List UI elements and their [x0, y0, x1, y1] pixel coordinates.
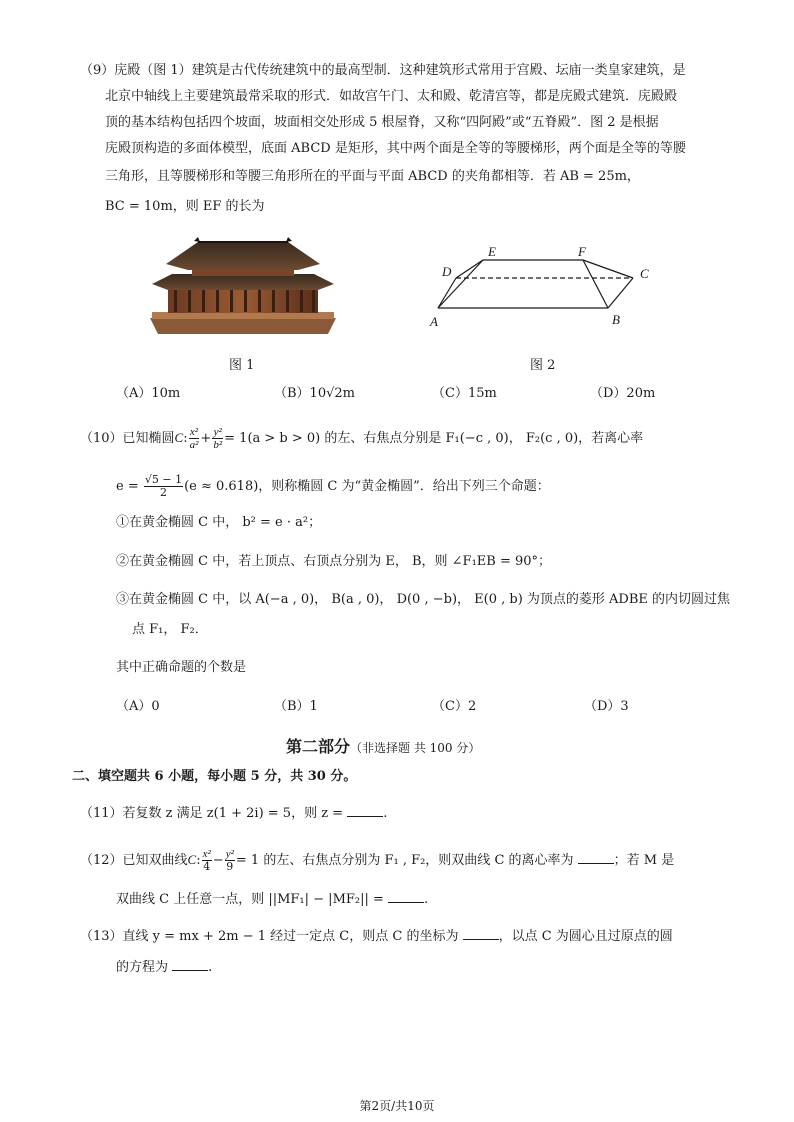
q12-line-2 — [116, 890, 428, 909]
q10-intro: （10）已知椭圆 — [80, 431, 175, 446]
q13-line-1 — [80, 927, 673, 946]
vertex-f-label: F — [578, 244, 586, 259]
q12-line-1: （12）已知双曲线C: $\frac{\text{x²}}{4}$ − $\frac{\text{y²}}{9}$ = 1 的左、右焦点分别为 F₁ , F₂，则双曲线 C 的离心率为 ；若 M 是 — [80, 848, 675, 873]
q13-point-blank[interactable] — [463, 927, 499, 940]
q10-line-2: e = $\frac{√5 - 1}{2}$ (e ≈ 0.618)，则称椭圆 C 为“黄金椭圆”．给出下列三个命题： — [116, 473, 550, 499]
q13-line-2 — [116, 958, 212, 977]
q10-question: 其中正确命题的个数是 — [116, 660, 247, 675]
q13-equation-blank[interactable] — [172, 958, 208, 971]
fig2-caption: 图 2 — [530, 358, 556, 373]
q10-item-3b: 点 F₁， F₂． — [132, 622, 208, 637]
q9-option-b: （B）10√2m — [274, 386, 355, 401]
q10-e-label: e = — [116, 479, 139, 494]
q9-line-2: 北京中轴线上主要建筑最常采取的形式．如故宫午门、太和殿、乾清宫等，都是庑殿式建筑．庑殿殿 — [105, 89, 678, 104]
q10-option-d: （D）3 — [584, 699, 629, 714]
vertex-e-label: E — [488, 244, 496, 259]
q12-distance-blank[interactable] — [388, 890, 424, 903]
q12-intro: （12）已知双曲线 — [80, 853, 188, 868]
q12-eccentricity-blank[interactable] — [578, 851, 614, 864]
q12-text-2: ；若 M 是 — [613, 853, 675, 868]
vertex-a-label: A — [430, 314, 438, 329]
q11-period: . — [383, 806, 388, 821]
q10-item-3a: ③在黄金椭圆 C 中，以 A(−a , 0)， B(a , 0)， D(0 , −b)， E(0 , b) 为顶点的菱形 ADBE 的内切圆过焦 — [116, 592, 731, 607]
q10-option-a: （A）0 — [116, 699, 160, 714]
q11-line — [80, 804, 387, 823]
q9-line-4: 庑殿顶构造的多面体模型，底面 ABCD 是矩形，其中两个面是全等的等腰梯形，两个面是全等的等腰 — [105, 141, 686, 156]
page-footer: 第2页/共10页 — [359, 1099, 435, 1113]
part-two-heading: 第二部分 — [286, 737, 351, 756]
q12-line2-text: 双曲线 C 上任意一点，则 ||MF₁| − |MF₂|| = — [116, 892, 384, 907]
q12-text: = 1 的左、右焦点分别为 F₁ , F₂，则双曲线 C 的离心率为 — [235, 853, 574, 868]
q10-definition: (e ≈ 0.618)，则称椭圆 C 为“黄金椭圆”．给出下列三个命题： — [184, 479, 550, 494]
q9-option-c: （C）15m — [432, 386, 497, 401]
polyhedron-figure — [428, 240, 658, 340]
q9-line-5: 三角形，且等腰梯形和等腰三角形所在的平面与平面 ABCD 的夹角都相等．若 AB = 25m， — [105, 169, 640, 184]
part-two-subtitle: （非选择题 共 100 分） — [350, 741, 481, 755]
q13-period: . — [208, 960, 213, 975]
temple-illustration — [148, 236, 338, 336]
q9-option-a: （A）10m — [116, 386, 181, 401]
q9-option-d: （D）20m — [590, 386, 656, 401]
q10-option-b: （B）1 — [274, 699, 318, 714]
vertex-b-label: B — [612, 312, 620, 327]
section-two-heading: 二、填空题共 6 小题，每小题 5 分，共 30 分。 — [72, 769, 357, 784]
q10-item-1: ①在黄金椭圆 C 中， b² = e · a²； — [116, 515, 322, 530]
q12-period: . — [424, 892, 429, 907]
vertex-c-label: C — [640, 266, 649, 281]
q9-line-1: （9）庑殿（图 1）建筑是古代传统建筑中的最高型制．这种建筑形式常用于宫殿、坛庙一类皇家建筑，是 — [80, 63, 686, 78]
q10-line-1: （10）已知椭圆C: $\frac{\text{x²}}{\text{a²}}$ + $\frac{\text{y²}}{\text{b²}}$ = 1(a > b > 0) 的左、右焦点分别是 F₁(−c , 0)， F₂(c , 0)，若离心率 — [80, 426, 644, 451]
fig1-caption: 图 1 — [229, 358, 255, 373]
q9-line-6: BC = 10m，则 EF 的长为 — [105, 199, 265, 214]
vertex-d-label: D — [442, 264, 452, 279]
q10-item-2: ②在黄金椭圆 C 中，若上顶点、右顶点分别为 E， B，则 ∠F₁EB = 90°； — [116, 554, 552, 569]
q13-line2-text: 的方程为 — [116, 960, 169, 975]
q11-answer-blank[interactable] — [347, 804, 383, 817]
part-two-title — [286, 734, 480, 757]
q9-line-3: 顶的基本结构包括四个坡面，坡面相交处形成 5 根屋脊，又称“四阿殿”或“五脊殿”．图 2 是根据 — [105, 115, 659, 130]
q11-text: （11）若复数 z 满足 z(1 + 2i) = 5，则 z = — [80, 806, 344, 821]
q10-condition: (a > b > 0) 的左、右焦点分别是 F₁(−c , 0)， F₂(c , 0)，若离心率 — [247, 431, 644, 446]
q13-text: （13）直线 y = mx + 2m − 1 经过一定点 C，则点 C 的坐标为 — [80, 929, 459, 944]
q10-option-c: （C）2 — [432, 699, 477, 714]
q13-text-2: ，以点 C 为圆心且过原点的圆 — [498, 929, 673, 944]
